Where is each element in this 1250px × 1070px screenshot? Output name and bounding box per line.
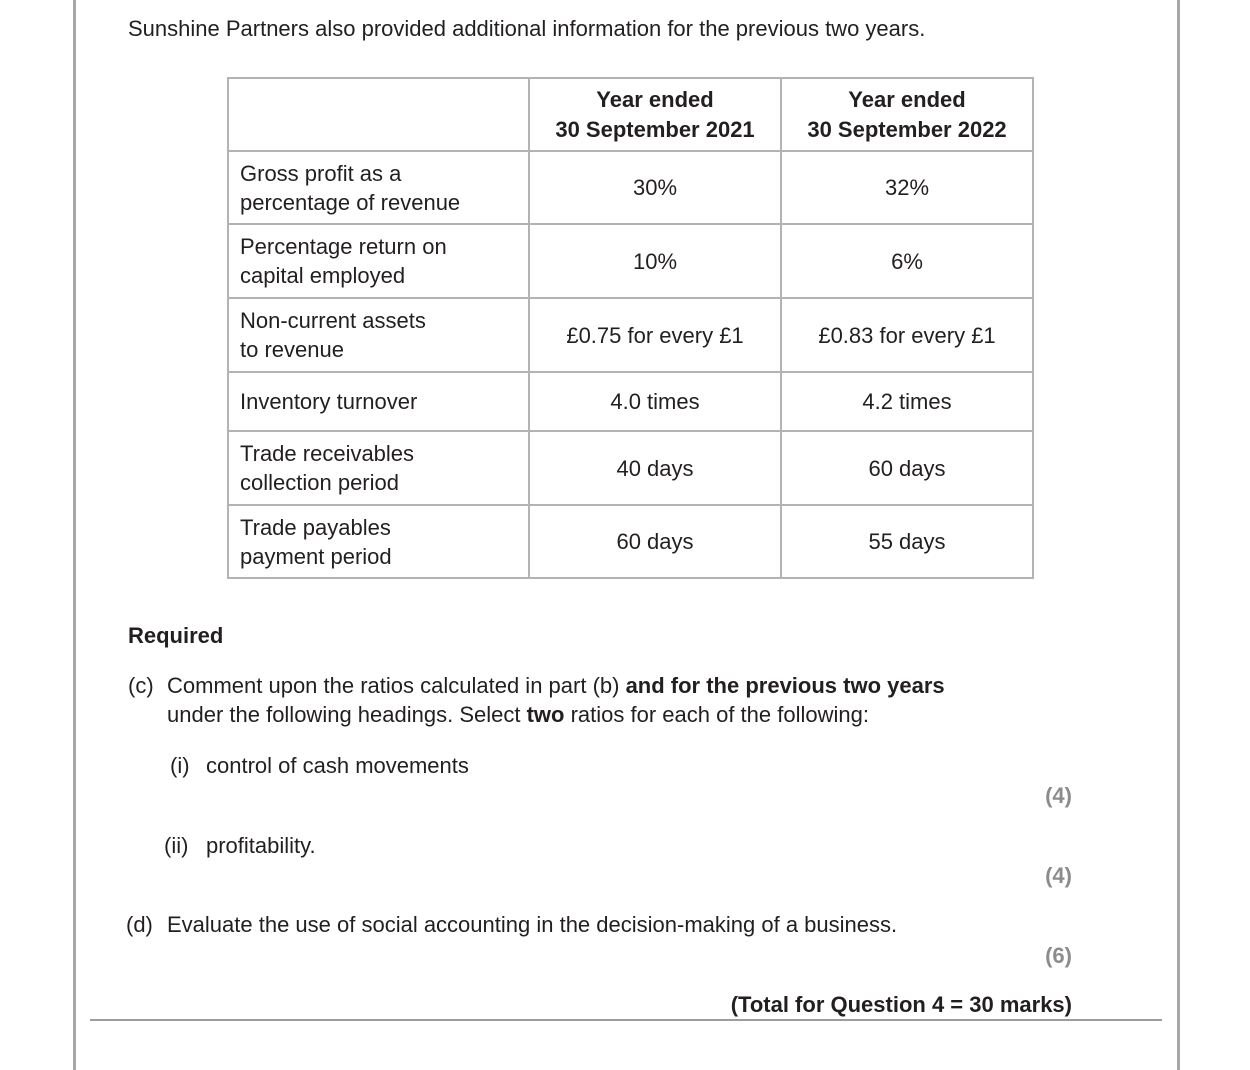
row-label: Non-current assets to revenue bbox=[228, 298, 529, 372]
table-row bbox=[228, 505, 1033, 578]
table-header-row bbox=[228, 78, 1033, 151]
part-c-ii-text: profitability. bbox=[206, 833, 316, 858]
value-2021: 40 days bbox=[529, 431, 781, 505]
ratio-table bbox=[227, 77, 1034, 579]
row-label: Trade payables payment period bbox=[228, 505, 529, 578]
value-2021: 30% bbox=[529, 151, 781, 224]
part-d-marks: (6) bbox=[1045, 943, 1072, 968]
value-2021: £0.75 for every £1 bbox=[529, 298, 781, 372]
part-c-i-marks: (4) bbox=[1045, 783, 1072, 808]
value-2021: 60 days bbox=[529, 505, 781, 578]
part-d-label: (d) bbox=[126, 912, 153, 937]
header-2021: Year ended 30 September 2021 bbox=[529, 78, 781, 151]
value-2022: 4.2 times bbox=[781, 372, 1033, 431]
row-label: Trade receivables collection period bbox=[228, 431, 529, 505]
table-row bbox=[228, 224, 1033, 298]
bottom-rule bbox=[90, 1019, 1162, 1021]
value-2022: 6% bbox=[781, 224, 1033, 298]
value-2022: £0.83 for every £1 bbox=[781, 298, 1033, 372]
part-c-ii-marks: (4) bbox=[1045, 863, 1072, 888]
table-row bbox=[228, 298, 1033, 372]
value-2021: 10% bbox=[529, 224, 781, 298]
value-2022: 32% bbox=[781, 151, 1033, 224]
row-label: Percentage return on capital employed bbox=[228, 224, 529, 298]
header-blank bbox=[228, 78, 529, 151]
value-2022: 55 days bbox=[781, 505, 1033, 578]
part-c-ii-label: (ii) bbox=[164, 833, 189, 858]
table-row bbox=[228, 372, 1033, 431]
part-c-line1: Comment upon the ratios calculated in part (b) and for the previous two years bbox=[167, 673, 945, 698]
part-c-i-label: (i) bbox=[170, 753, 190, 778]
part-d-text: Evaluate the use of social accounting in the decision-making of a business. bbox=[167, 912, 898, 937]
part-c-line2: under the following headings. Select two ratios for each of the following: bbox=[167, 702, 869, 727]
part-c-i-text: control of cash movements bbox=[206, 753, 469, 778]
value-2022: 60 days bbox=[781, 431, 1033, 505]
header-2022: Year ended 30 September 2022 bbox=[781, 78, 1033, 151]
row-label: Gross profit as a percentage of revenue bbox=[228, 151, 529, 224]
value-2021: 4.0 times bbox=[529, 372, 781, 431]
table-row bbox=[228, 151, 1033, 224]
part-c-label: (c) bbox=[128, 673, 154, 698]
intro-text: Sunshine Partners also provided additional information for the previous two years. bbox=[128, 16, 926, 41]
required-heading: Required bbox=[128, 623, 224, 648]
question-total: (Total for Question 4 = 30 marks) bbox=[730, 992, 1072, 1017]
table-row bbox=[228, 431, 1033, 505]
row-label: Inventory turnover bbox=[228, 372, 529, 431]
